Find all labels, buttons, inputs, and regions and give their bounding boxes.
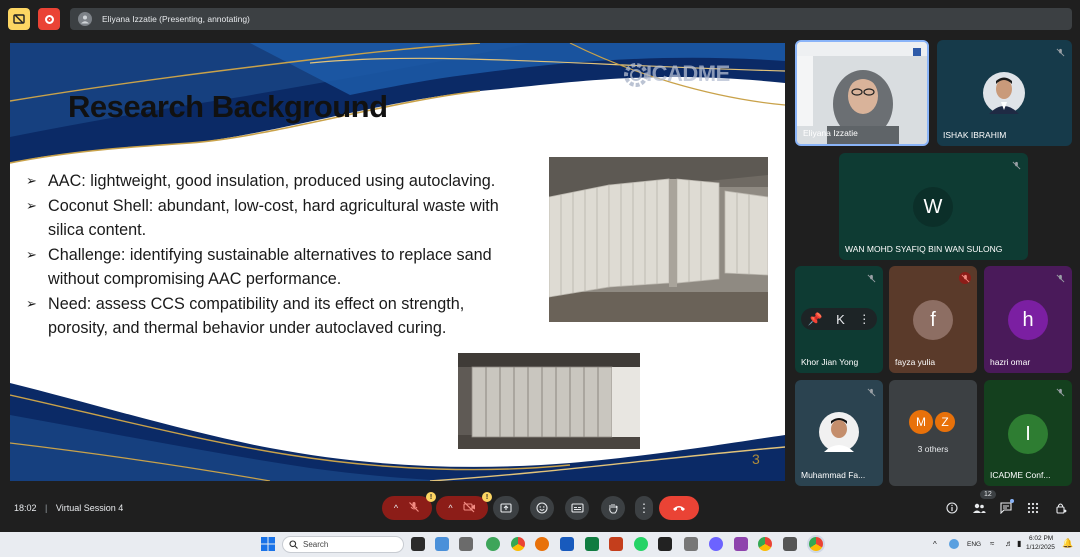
aac-wall-photo	[549, 157, 768, 322]
avatar: K	[836, 311, 845, 327]
slide-title: Research Background	[68, 89, 388, 124]
mic-off-icon	[1054, 272, 1066, 284]
participant-name: hazri omar	[990, 357, 1031, 367]
pin-icon[interactable]: 📌	[807, 312, 823, 326]
others-label: 3 others	[917, 444, 949, 454]
participant-tile-eliyana[interactable]	[795, 40, 929, 146]
bullet-text: Need: assess CCS compatibility and its effect on strength, porosity, and thermal behavior under autoclaved curing.	[48, 294, 465, 337]
windows-logo-icon	[261, 537, 275, 551]
bullet-item	[26, 169, 516, 194]
participant-tile-muhammad[interactable]	[795, 380, 883, 486]
mic-off-icon	[1054, 46, 1066, 58]
start-button[interactable]	[261, 537, 275, 551]
bullet-text: AAC: lightweight, good insulation, produced using autoclaving.	[48, 172, 496, 190]
lock-person-icon	[1055, 502, 1067, 514]
participant-name: fayza yulia	[895, 357, 936, 367]
avatar: f	[913, 300, 953, 340]
participant-tile-others[interactable]	[889, 380, 977, 486]
present-icon	[500, 503, 512, 514]
avatar: M	[909, 410, 933, 434]
language-indicator[interactable]: ENG	[967, 541, 982, 548]
meeting-info	[14, 503, 123, 513]
participant-name: ICADME Conf...	[990, 470, 1051, 480]
arrow-bullet-icon: ➢	[26, 173, 37, 188]
divider: |	[45, 503, 48, 513]
mic-off-icon	[865, 272, 877, 284]
participant-name: Muhammad Fa...	[801, 470, 866, 480]
file-explorer-icon[interactable]	[459, 537, 473, 551]
presenter-label: Eliyana Izzatie (Presenting, annotating)	[102, 14, 250, 24]
present-screen-button[interactable]	[493, 496, 519, 520]
presentation-slide	[10, 43, 785, 481]
volume-icon[interactable]: ♬	[1005, 539, 1013, 548]
slide-page-number: 3	[752, 451, 760, 467]
emoji-reaction-button[interactable]	[530, 496, 554, 520]
clock-time[interactable]: 6:02 PM	[1029, 535, 1054, 542]
chrome-icon[interactable]	[511, 537, 525, 551]
stop-share-icon	[13, 13, 25, 25]
camera-off-button[interactable]	[463, 501, 476, 516]
top-bar	[0, 0, 1080, 38]
people-icon	[972, 502, 986, 514]
participant-name: Eliyana Izzatie	[803, 128, 858, 138]
clock-date[interactable]: 1/12/2025	[1026, 544, 1055, 551]
firefox-icon[interactable]	[535, 537, 549, 551]
chrome-profile-icon[interactable]	[486, 537, 500, 551]
recording-button[interactable]	[38, 8, 60, 30]
task-view-icon[interactable]	[411, 537, 425, 551]
windows-taskbar	[0, 532, 1080, 557]
activities-button[interactable]	[1025, 500, 1041, 516]
presenter-bar[interactable]	[70, 8, 1072, 30]
participant-tile-icadme[interactable]	[984, 380, 1072, 486]
avatar	[983, 72, 1025, 114]
record-icon	[45, 15, 54, 24]
bullet-item	[26, 292, 516, 341]
tile-hover-controls	[801, 308, 877, 330]
notification-bell-icon[interactable]: 🔔	[1062, 538, 1074, 548]
smiley-icon	[536, 502, 548, 514]
bullet-text: Coconut Shell: abundant, low-cost, hard agricultural waste with silica content.	[48, 196, 499, 239]
excel-icon[interactable]	[585, 537, 599, 551]
more-vert-icon: ⋮	[638, 501, 650, 515]
arrow-bullet-icon: ➢	[26, 295, 37, 311]
participant-tile-fayza[interactable]	[889, 266, 977, 373]
meeting-details-button[interactable]	[944, 500, 960, 516]
bullet-list	[26, 169, 516, 341]
arrow-bullet-icon: ➢	[26, 246, 37, 262]
bullet-item	[26, 194, 516, 243]
taskbar-search[interactable]	[282, 536, 404, 553]
more-options-icon[interactable]: ⋮	[858, 312, 871, 326]
mic-off-icon	[959, 272, 971, 284]
more-options-button[interactable]	[635, 496, 653, 520]
warning-icon: !	[482, 492, 492, 502]
conference-logo	[622, 55, 732, 95]
bullet-text: Challenge: identifying sustainable alternatives to replace sand without compromising AAC performance.	[48, 245, 492, 288]
mic-off-button[interactable]	[408, 501, 420, 516]
participant-tile-wan[interactable]	[839, 153, 1028, 260]
meeting-name: Virtual Session 4	[55, 503, 124, 513]
mic-off-icon	[1010, 159, 1022, 171]
camera-off-icon	[463, 501, 476, 513]
whatsapp-icon[interactable]	[634, 537, 648, 551]
avatar: I	[1008, 414, 1048, 454]
phone-hangup-icon	[672, 504, 686, 512]
end-call-button[interactable]	[659, 496, 699, 520]
app-icon[interactable]	[734, 537, 748, 551]
meeting-controls-bar	[0, 490, 1080, 526]
app-icon[interactable]	[783, 537, 797, 551]
app-icon[interactable]	[658, 537, 672, 551]
meeting-time: 18:02	[14, 503, 37, 513]
raise-hand-button[interactable]	[601, 496, 625, 520]
camera-control-group	[436, 493, 489, 520]
chat-button[interactable]	[998, 500, 1014, 516]
avatar: h	[1008, 300, 1048, 340]
mic-off-icon	[865, 386, 877, 398]
settings-gear-icon[interactable]	[709, 537, 723, 551]
mic-control-group	[382, 493, 433, 520]
cloud-icon[interactable]	[949, 539, 959, 549]
captions-icon	[571, 503, 584, 513]
aac-panel-photo	[458, 353, 640, 449]
participant-name: WAN MOHD SYAFIQ BIN WAN SULONG	[845, 244, 1003, 254]
presenter-avatar	[78, 12, 92, 26]
logo-text: ICADME	[646, 61, 730, 86]
photos-app-icon[interactable]	[435, 537, 449, 551]
chrome-active-icon[interactable]	[809, 537, 823, 551]
chevron-up-icon[interactable]: ^	[448, 503, 453, 513]
wifi-icon[interactable]: ≈	[990, 539, 995, 548]
word-icon[interactable]	[560, 537, 574, 551]
search-placeholder: Search	[303, 540, 329, 549]
participant-tile-khor[interactable]	[795, 266, 883, 373]
avatar: W	[913, 187, 953, 227]
chrome-icon[interactable]	[758, 537, 772, 551]
stop-presenting-button[interactable]	[8, 8, 30, 30]
participant-name: Khor Jian Yong	[801, 357, 859, 367]
chevron-up-icon[interactable]: ^	[933, 540, 937, 549]
app-icon[interactable]	[684, 537, 698, 551]
hand-icon	[607, 502, 619, 514]
captions-button[interactable]	[565, 496, 589, 520]
person-icon	[80, 14, 90, 24]
mic-off-icon	[408, 501, 420, 513]
chat-icon	[1000, 502, 1012, 514]
chevron-up-icon[interactable]: ^	[393, 503, 399, 513]
participant-count-badge: 12	[980, 490, 996, 499]
arrow-bullet-icon: ➢	[26, 197, 37, 213]
apps-grid-icon	[1027, 502, 1039, 514]
avatar	[819, 412, 859, 452]
powerpoint-icon[interactable]	[609, 537, 623, 551]
avatar: Z	[933, 410, 957, 434]
info-icon	[946, 502, 958, 514]
participant-tile-ishak[interactable]	[937, 40, 1072, 146]
warning-icon: !	[426, 492, 436, 502]
battery-icon[interactable]: ▮	[1017, 539, 1022, 548]
participant-name: ISHAK IBRAHIM	[943, 130, 1007, 140]
notification-dot	[1010, 499, 1014, 503]
host-controls-button[interactable]	[1053, 500, 1069, 516]
people-button[interactable]	[971, 500, 987, 516]
search-icon	[289, 540, 298, 549]
mic-off-icon	[1054, 386, 1066, 398]
bullet-item	[26, 243, 516, 292]
participant-tile-hazri[interactable]	[984, 266, 1072, 373]
